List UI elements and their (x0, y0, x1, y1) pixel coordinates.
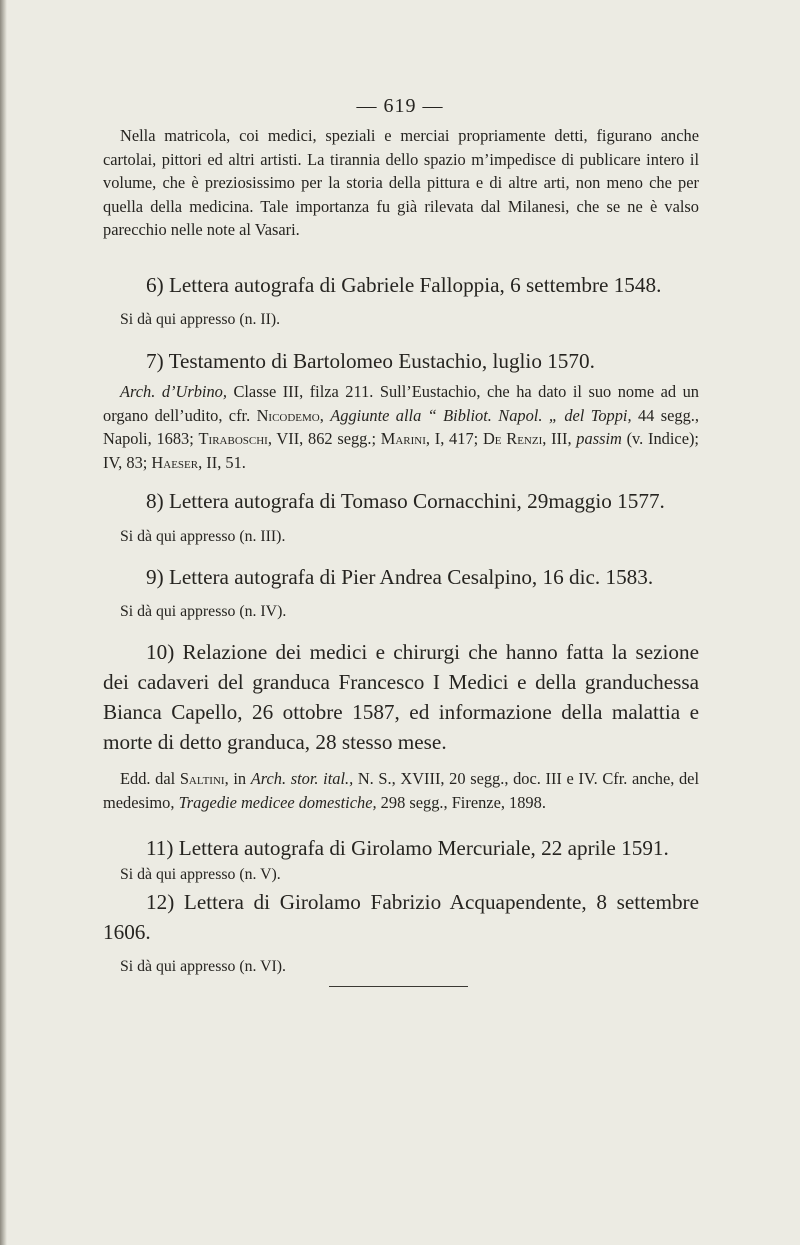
author-de-renzi: De Renzi (482, 429, 543, 448)
entry-12-heading: 12) Lettera di Girolamo Fabrizio Acquapendente, 8 settembre 1606. (103, 890, 699, 944)
archive-citation: Arch. d’Urbino, (120, 382, 227, 401)
entry-7-heading: 7) Testamento di Bartolomeo Eustachio, luglio 1570. (146, 349, 595, 373)
entry-10-note: Edd. dal Saltini, in Arch. stor. ital., N. S., XVIII, 20 segg., doc. III e IV. Cfr. anche, del medesimo, Tragedie medicee domestiche, 298 segg., Firenze, 1898. (103, 769, 699, 812)
entry-8-heading: 8) Lettera autografa di Tomaso Cornacchini, 29maggio 1577. (146, 489, 665, 513)
entry-9-note: Si dà qui appresso (n. IV). (120, 603, 287, 620)
title-tragedie: Tragedie medicee domestiche, (178, 792, 377, 812)
end-rule (329, 986, 468, 987)
entry-6-heading: 6) Lettera autografa di Gabriele Falloppia, 6 settembre 1548. (146, 273, 662, 297)
entry-7-note: Arch. d’Urbino, Classe III, filza 211. Sull’Eustachio, che ha dato il suo nome ad un organo dell’udito, cfr. Nicodemo, Aggiunte alla “ Bibliot. Napol. „ del Toppi, 44 segg., Napoli, 1683; Tiraboschi, VII, 862 segg.; Marini, I, 417; De Renzi, III, passim (v. Indice); IV, 83; Haeser, II, 51. (103, 382, 699, 472)
author-saltini: Saltini (179, 769, 225, 788)
page-number: — 619 — (356, 95, 444, 117)
intro-paragraph: Nella matricola, coi medici, speziali e merciai propriamente detti, figurano anche cartolai, pittori ed altri artisti. La tirannia dello spazio m’impedisce di publicare intero il volume, che è preziosissimo per la storia della pittura e di altre arti, non meno che per quella della medicina. Tale importanza fu già rilevata dal Milanesi, che se ne è valso parecchio nelle note al Vasari. (103, 126, 699, 239)
author-haeser: Haeser (151, 452, 199, 472)
page-spine-shadow (0, 0, 7, 1245)
title-arch-stor: Arch. stor. ital., (250, 769, 354, 788)
title-aggiunte: Aggiunte alla “ Bibliot. Napol. „ del Toppi, (330, 405, 632, 425)
entry-9-heading: 9) Lettera autografa di Pier Andrea Cesalpino, 16 dic. 1583. (146, 565, 654, 589)
page-body (103, 124, 699, 979)
entry-11-heading: 11) Lettera autografa di Girolamo Mercuriale, 22 aprile 1591. (146, 836, 669, 860)
entry-8-note: Si dà qui appresso (n. III). (120, 528, 286, 545)
entry-12-note: Si dà qui appresso (n. VI). (120, 958, 286, 975)
entry-6-note: Si dà qui appresso (n. II). (120, 311, 281, 328)
author-nicodemo: Nicodemo (256, 405, 320, 425)
author-tiraboschi: Tiraboschi (198, 429, 268, 448)
entry-10-heading: 10) Relazione dei medici e chirurgi che hanno fatta la sezione dei cadaveri del granduca Francesco I Medici e della granduchessa Bianca Capello, 26 ottobre 1587, ed informazione della malattia e morte di detto granduca, 28 stesso mese. (103, 640, 699, 754)
author-marini: Marini (380, 429, 426, 448)
term-passim: passim (576, 429, 622, 448)
entry-11-note: Si dà qui appresso (n. V). (120, 866, 281, 883)
